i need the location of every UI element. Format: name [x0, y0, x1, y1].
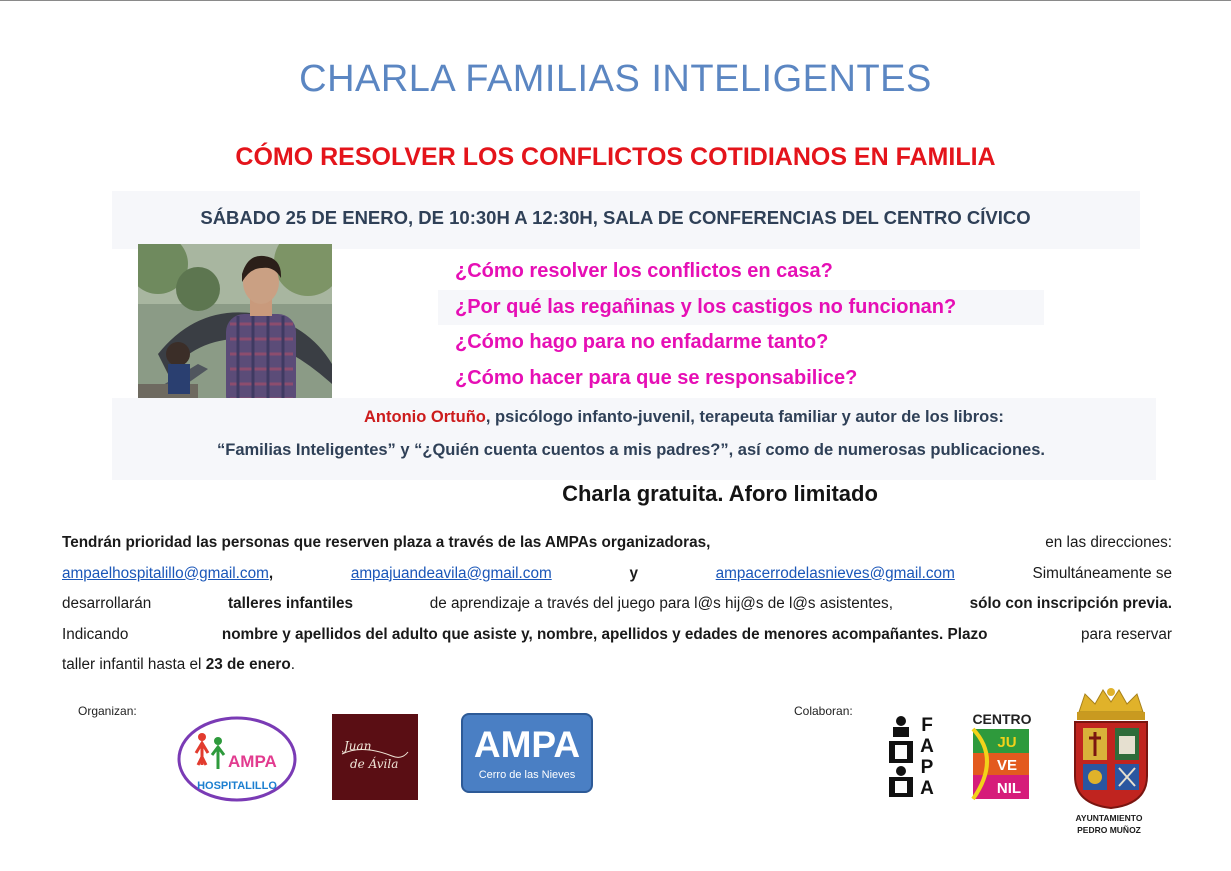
juan-line1: Juan	[344, 739, 372, 753]
centro-juvenil-logo	[971, 709, 1033, 801]
comma: ,	[268, 564, 274, 582]
speaker-bio-text: , psicólogo infanto-juvenil, terapeuta familiar y autor de los libros:	[485, 408, 1004, 426]
fapa-letter: A	[920, 778, 934, 799]
desarrollaran-text: desarrollarán	[62, 595, 152, 612]
page-title: CHARLA FAMILIAS INTELIGENTES	[299, 58, 932, 100]
centro-line: VE	[996, 757, 1018, 774]
ampa-hosp-bottom: HOSPITALILLO	[197, 780, 277, 792]
deadline-date: 23 de enero	[205, 656, 291, 673]
simultaneamente-text: Simultáneamente se	[1032, 564, 1172, 582]
ayto-line2: PEDRO MUÑOZ	[1077, 825, 1141, 835]
notice-paragraph	[62, 528, 1172, 681]
ampa-cerro-logo	[461, 713, 593, 793]
indicando-text: Indicando	[62, 625, 129, 643]
ayto-line1: AYUNTAMIENTO	[1075, 813, 1143, 823]
priority-text: Tendrán prioridad las personas que reserven plaza a través de las AMPAs organizadoras,	[62, 534, 711, 551]
ampa-hospitalillo-logo	[176, 713, 298, 803]
ampa-cerro-big: AMPA	[473, 724, 581, 765]
speaker-name: Antonio Ortuño	[364, 408, 486, 426]
nombre-apellidos-text: nombre y apellidos del adulto que asiste y, nombre, apellidos y edades de menores acompañantes. Plazo	[221, 625, 988, 643]
notice-line	[62, 620, 1172, 651]
notice-line	[62, 589, 1172, 620]
speaker-bio-line2: “Familias Inteligentes” y “¿Quién cuenta cuentos a mis padres?”, así como de numerosas publicaciones.	[217, 441, 1045, 459]
email-group-1	[62, 559, 273, 590]
question-list	[455, 256, 956, 398]
fapa-letter: A	[920, 736, 934, 757]
fapa-letter: F	[921, 715, 933, 736]
taller-text: taller infantil hasta el	[62, 656, 202, 673]
conjunction-y: y	[629, 564, 638, 582]
centro-line: JU	[997, 734, 1017, 751]
inscripcion-text: sólo con inscripción previa.	[969, 595, 1172, 612]
ampa-cerro-small: Cerro de las Nieves	[478, 769, 576, 781]
fapa-logo	[887, 711, 939, 799]
email-link-juandeavila[interactable]: ampajuandeavila@gmail.com	[350, 564, 552, 582]
organizan-label: Organizan:	[78, 704, 137, 718]
fapa-letter: P	[920, 757, 934, 778]
notice-line	[62, 528, 1172, 559]
date-line: SÁBADO 25 DE ENERO, DE 10:30H A 12:30H, SALA DE CONFERENCIAS DEL CENTRO CÍVICO	[200, 207, 1031, 228]
juan-de-avila-logo	[332, 714, 418, 800]
top-border	[0, 0, 1231, 1]
centro-top: CENTRO	[972, 711, 1032, 727]
question-item: ¿Cómo resolver los conflictos en casa?	[455, 260, 833, 282]
colaboran-label: Colaboran:	[794, 704, 853, 718]
question-item: ¿Cómo hago para no enfadarme tanto?	[455, 331, 829, 353]
question-item: ¿Cómo hacer para que se responsabilice?	[455, 366, 858, 389]
free-admission: Charla gratuita. Aforo limitado	[562, 481, 878, 506]
email-link-hospitalillo[interactable]: ampaelhospitalillo@gmail.com	[62, 564, 269, 582]
period: .	[290, 656, 295, 673]
direcciones-text: en las direcciones:	[1045, 534, 1172, 551]
speaker-bio-line1	[364, 408, 1004, 427]
email-link-cerrodelasnieves[interactable]: ampacerrodelasnieves@gmail.com	[715, 564, 955, 582]
notice-line	[62, 650, 1172, 681]
page-subtitle: CÓMO RESOLVER LOS CONFLICTOS COTIDIANOS EN FAMILIA	[235, 143, 996, 171]
talleres-text: talleres infantiles	[228, 595, 353, 612]
ayuntamiento-caption	[1055, 812, 1163, 836]
juan-line2: de Ávila	[350, 757, 399, 771]
coat-of-arms-icon	[1069, 686, 1153, 812]
ampa-hosp-top: AMPA	[228, 752, 277, 771]
reservar-text: para reservar	[1081, 625, 1172, 643]
centro-line: NIL	[996, 780, 1022, 797]
aprendizaje-text: de aprendizaje a través del juego para l@s hij@s de l@s asistentes,	[429, 595, 893, 612]
question-item: ¿Por qué las regañinas y los castigos no funcionan?	[455, 295, 957, 318]
notice-line	[62, 559, 1172, 590]
